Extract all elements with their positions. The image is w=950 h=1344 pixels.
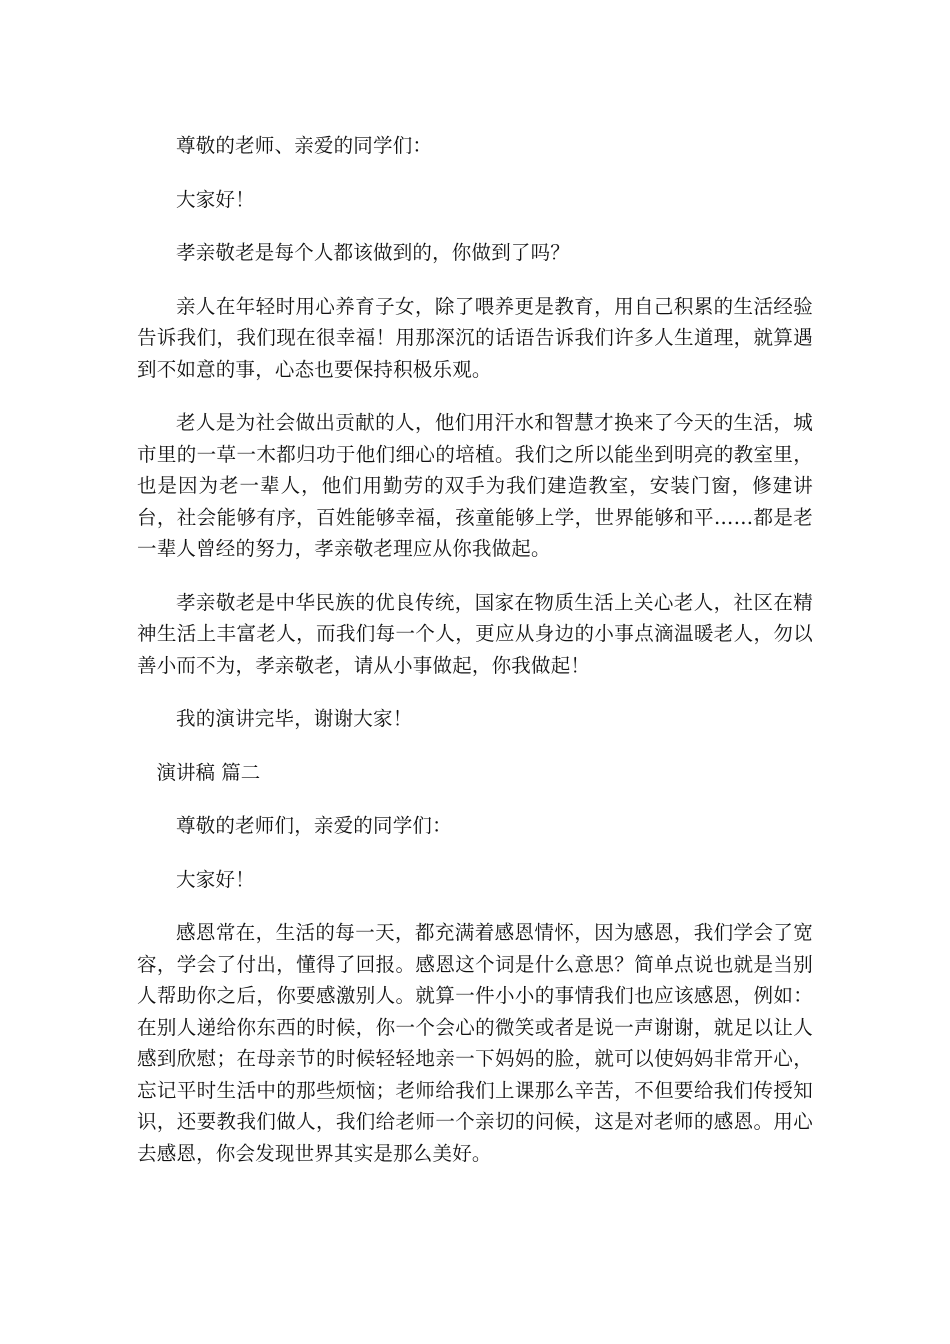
body-paragraph: 感恩常在，生活的每一天，都充满着感恩情怀，因为感恩，我们学会了宽容，学会了付出，懂得了回报。感恩这个词是什么意思？简单点说也就是当别人帮助你之后，你要感激别人。就算一件小小的事情我们也应该感恩，例如：在别人递给你东西的时候，你一个会心的微笑或者是说一声谢谢，就足以让人感到欣慰；在母亲节的时候轻轻地亲一下妈妈的脸，就可以使妈妈非常开心，忘记平时生活中的那些烦恼；老师给我们上课那么辛苦，不但要给我们传授知识，还要教我们做人，我们给老师一个亲切的问候，这是对老师的感恩。用心去感恩，你会发现世界其实是那么美好。 (137, 921, 813, 1165)
closing-paragraph: 我的演讲完毕，谢谢大家！ (176, 707, 413, 730)
document-body (137, 130, 813, 1191)
greeting-paragraph: 大家好！ (176, 867, 255, 891)
body-paragraph: 孝亲敬老是每个人都该做到的，你做到了吗？ (176, 241, 571, 264)
section-heading: 演讲稿 篇二 (156, 760, 261, 784)
body-paragraph: 亲人在年轻时用心养育子女，除了喂养更是教育，用自己积累的生活经验告诉我们，我们现在很幸福！用那深沉的话语告诉我们许多人生道理，就算遇到不如意的事，心态也要保持积极乐观。 (137, 294, 813, 381)
greeting-paragraph: 大家好！ (176, 187, 255, 211)
salutation-paragraph: 尊敬的老师们，亲爱的同学们： (176, 814, 452, 837)
body-paragraph: 孝亲敬老是中华民族的优良传统，国家在物质生活上关心老人，社区在精神生活上丰富老人，而我们每一个人，更应从身边的小事点滴温暖老人，勿以善小而不为，孝亲敬老，请从小事做起，你我做起！ (137, 590, 813, 677)
body-paragraph: 老人是为社会做出贡献的人，他们用汗水和智慧才换来了今天的生活，城市里的一草一木都归功于他们细心的培植。我们之所以能坐到明亮的教室里，也是因为老一辈人，他们用勤劳的双手为我们建造教室，安装门窗，修建讲台，社会能够有序，百姓能够幸福，孩童能够上学，世界能够和平……都是老一辈人曾经的努力，孝亲敬老理应从你我做起。 (137, 411, 813, 560)
salutation-paragraph: 尊敬的老师、亲爱的同学们： (176, 134, 433, 157)
